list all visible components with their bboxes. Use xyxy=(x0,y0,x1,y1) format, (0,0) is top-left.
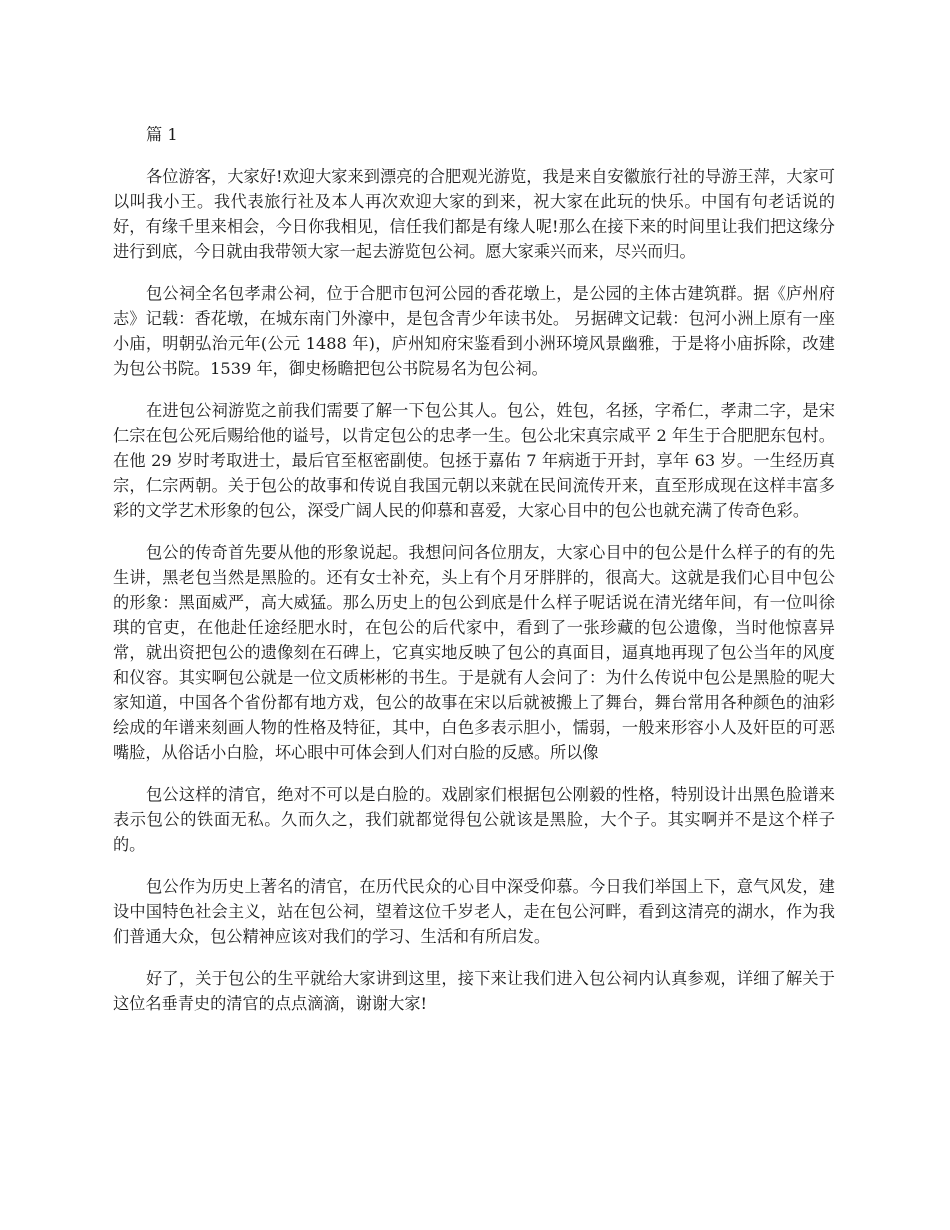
paragraph-temple-history: 包公祠全名包孝肃公祠，位于合肥市包河公园的香花墩上，是公园的主体古建筑群。据《庐州府志》记载：香花墩，在城东南门外濠中，是包含青少年读书处。 另据碑文记载：包河小洲上原有一座小庙，明朝弘治元年(公元 1488 年)，庐州知府宋鉴看到小洲环境风景幽雅，于是将小庙拆除，改建为包公书院。1539 年，御史杨瞻把包公书院易名为包公祠。 xyxy=(113,284,835,378)
paragraph-black-face: 包公这样的清官，绝对不可以是白脸的。戏剧家们根据包公刚毅的性格，特别设计出黑色脸谱来表示包公的铁面无私。久而久之，我们就都觉得包公就该是黑脸，大个子。其实啊并不是这个样子的。 xyxy=(113,785,835,854)
paragraph-bao-spirit: 包公作为历史上著名的清官，在历代民众的心目中深受仰慕。今日我们举国上下，意气风发，建设中国特色社会主义，站在包公祠，望着这位千岁老人，走在包公河畔，看到这清亮的湖水，作为我们普通大众，包公精神应该对我们的学习、生活和有所启发。 xyxy=(113,877,835,946)
document-page xyxy=(113,122,835,1033)
section-heading: 篇 1 xyxy=(146,125,178,144)
paragraph-welcome: 各位游客，大家好!欢迎大家来到漂亮的合肥观光游览，我是来自安徽旅行社的导游王萍，大家可以叫我小王。我代表旅行社及本人再次欢迎大家的到来，祝大家在此玩的快乐。中国有句老话说的好，有缘千里来相会，今日你我相见，信任我们都是有缘人呢!那么在接下来的时间里让我们把这缘分进行到底，今日就由我带领大家一起去游览包公祠。愿大家乘兴而来，尽兴而归。 xyxy=(113,167,835,261)
paragraph-bao-image: 包公的传奇首先要从他的形象说起。我想问问各位朋友，大家心目中的包公是什么样子的有的先生讲，黑老包当然是黑脸的。还有女士补充，头上有个月牙胖胖的，很高大。这就是我们心目中包公的形象：黑面威严，高大威猛。那么历史上的包公到底是什么样子呢话说在清光绪年间，有一位叫徐琪的官吏，在他赴任途经肥水时，在包公的后代家中，看到了一张珍藏的包公遗像，当时他惊喜异常，就出资把包公的遗像刻在石碑上，它真实地反映了包公的真面目，逼真地再现了包公当年的风度和仪容。其实啊包公就是一位文质彬彬的书生。于是就有人会问了：为什么传说中包公是黑脸的呢大家知道，中国各个省份都有地方戏，包公的故事在宋以后就被搬上了舞台，舞台常用各种颜色的油彩绘成的年谱来刻画人物的性格及特征，其中，白色多表示胆小，懦弱，一般来形容小人及奸臣的可恶嘴脸，从俗话小白脸，坏心眼中可体会到人们对白脸的反感。所以像 xyxy=(113,543,835,762)
paragraph-closing: 好了，关于包公的生平就给大家讲到这里，接下来让我们进入包公祠内认真参观，详细了解关于这位名垂青史的清官的点点滴滴，谢谢大家! xyxy=(113,969,835,1013)
paragraph-bao-biography: 在进包公祠游览之前我们需要了解一下包公其人。包公，姓包，名拯，字希仁，孝肃二字，是宋仁宗在包公死后赐给他的谥号，以肯定包公的忠孝一生。包公北宋真宗咸平 2 年生于合肥肥东包村。在他 29 岁时考取进士，最后官至枢密副使。包拯于嘉佑 7 年病逝于开封，享年 63 岁。一生经历真宗，仁宗两朝。关于包公的故事和传说自我国元朝以来就在民间流传开来，直至形成现在这样丰富多彩的文学艺术形象的包公，深受广阔人民的仰慕和喜爱，大家心目中的包公也就充满了传奇色彩。 xyxy=(113,401,835,520)
